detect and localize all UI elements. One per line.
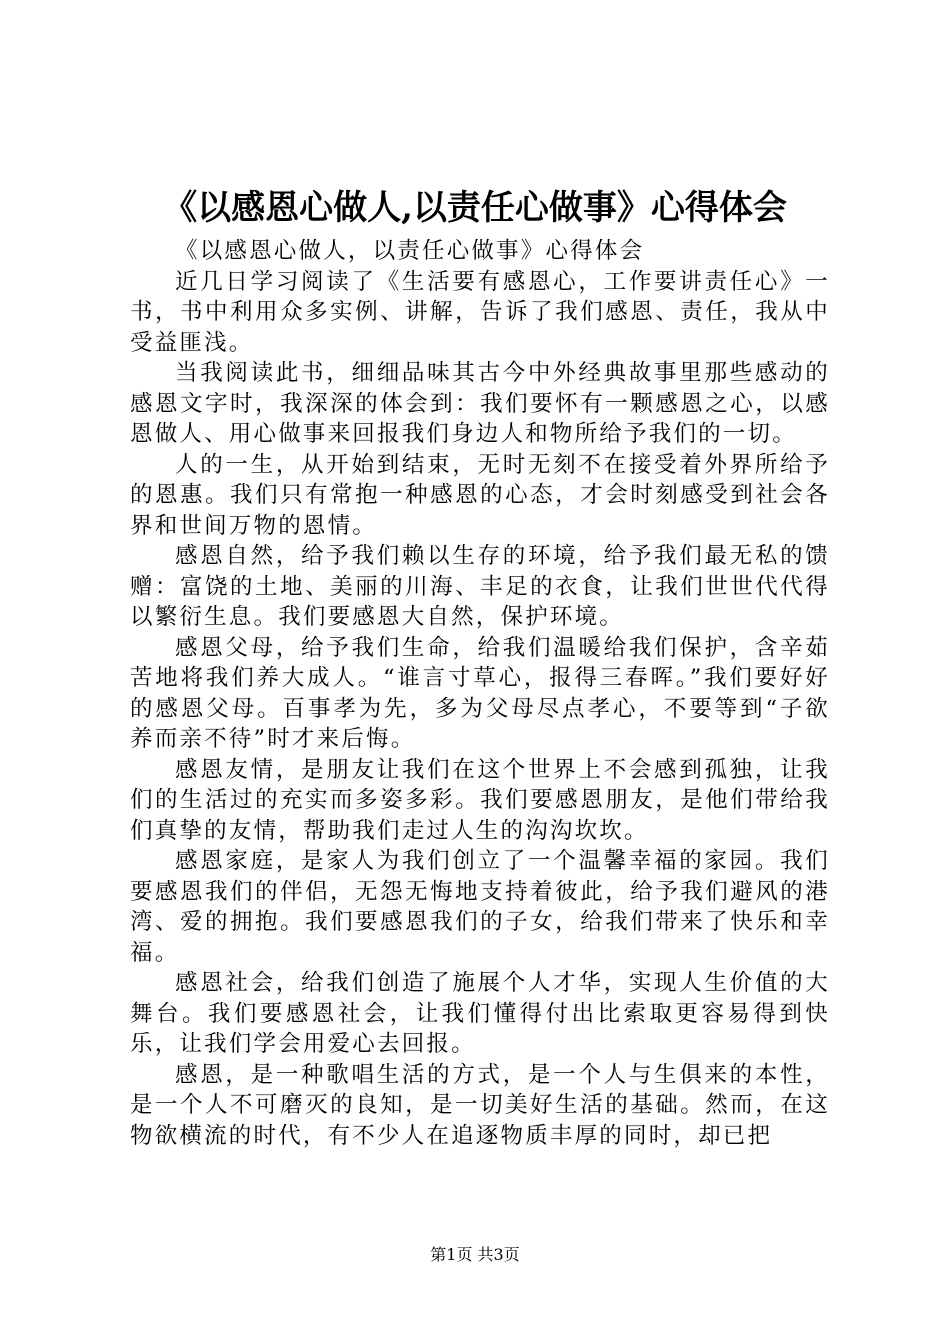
paragraph: 感恩友情，是朋友让我们在这个世界上不会感到孤独，让我们的生活过的充实而多姿多彩。我们要感恩朋友，是他们带给我们真挚的友情，帮助我们走过人生的沟沟坎坎。 bbox=[130, 756, 830, 844]
paragraph: 人的一生，从开始到结束，无时无刻不在接受着外界所给予的恩惠。我们只有常抱一种感恩的心态，才会时刻感受到社会各界和世间万物的恩情。 bbox=[130, 451, 830, 539]
document-title: 《以感恩心做人,以责任心做事》心得体会 bbox=[163, 188, 787, 228]
paragraph: 感恩自然，给予我们赖以生存的环境，给予我们最无私的馈赠：富饶的土地、美丽的川海、丰足的衣食，让我们世世代代得以繁衍生息。我们要感恩大自然，保护环境。 bbox=[130, 543, 830, 630]
page-number-footer: 第1页 共3页 bbox=[430, 1245, 520, 1264]
paragraph: 近几日学习阅读了《生活要有感恩心，工作要讲责任心》一书，书中利用众多实例、讲解，告诉了我们感恩、责任，我从中受益匪浅。 bbox=[130, 268, 830, 356]
paragraph: 感恩社会，给我们创造了施展个人才华，实现人生价值的大舞台。我们要感恩社会，让我们懂得付出比索取更容易得到快乐，让我们学会用爱心去回报。 bbox=[130, 970, 830, 1057]
paragraph: 感恩家庭，是家人为我们创立了一个温馨幸福的家园。我们要感恩我们的伴侣，无怨无悔地支持着彼此，给予我们避风的港湾、爱的拥抱。我们要感恩我们的子女，给我们带来了快乐和幸福。 bbox=[130, 848, 830, 966]
paragraph: 《以感恩心做人，以责任心做事》心得体会 bbox=[175, 238, 645, 264]
paragraph: 当我阅读此书，细细品味其古今中外经典故事里那些感动的感恩文字时，我深深的体会到：我们要怀有一颗感恩之心，以感恩做人、用心做事来回报我们身边人和物所给予我们的一切。 bbox=[130, 360, 830, 447]
paragraph: 感恩父母，给予我们生命，给我们温暖给我们保护，含辛茹苦地将我们养大成人。“谁言寸草心，报得三春晖。”我们要好好的感恩父母。百事孝为先，多为父母尽点孝心，不要等到“子欲养而亲不待”时才来后悔。 bbox=[130, 634, 830, 752]
document-body bbox=[130, 236, 830, 1151]
paragraph: 感恩，是一种歌唱生活的方式，是一个人与生俱来的本性，是一个人不可磨灭的良知，是一切美好生活的基础。然而，在这物欲横流的时代，有不少人在追逐物质丰厚的同时，却已把 bbox=[130, 1061, 830, 1149]
